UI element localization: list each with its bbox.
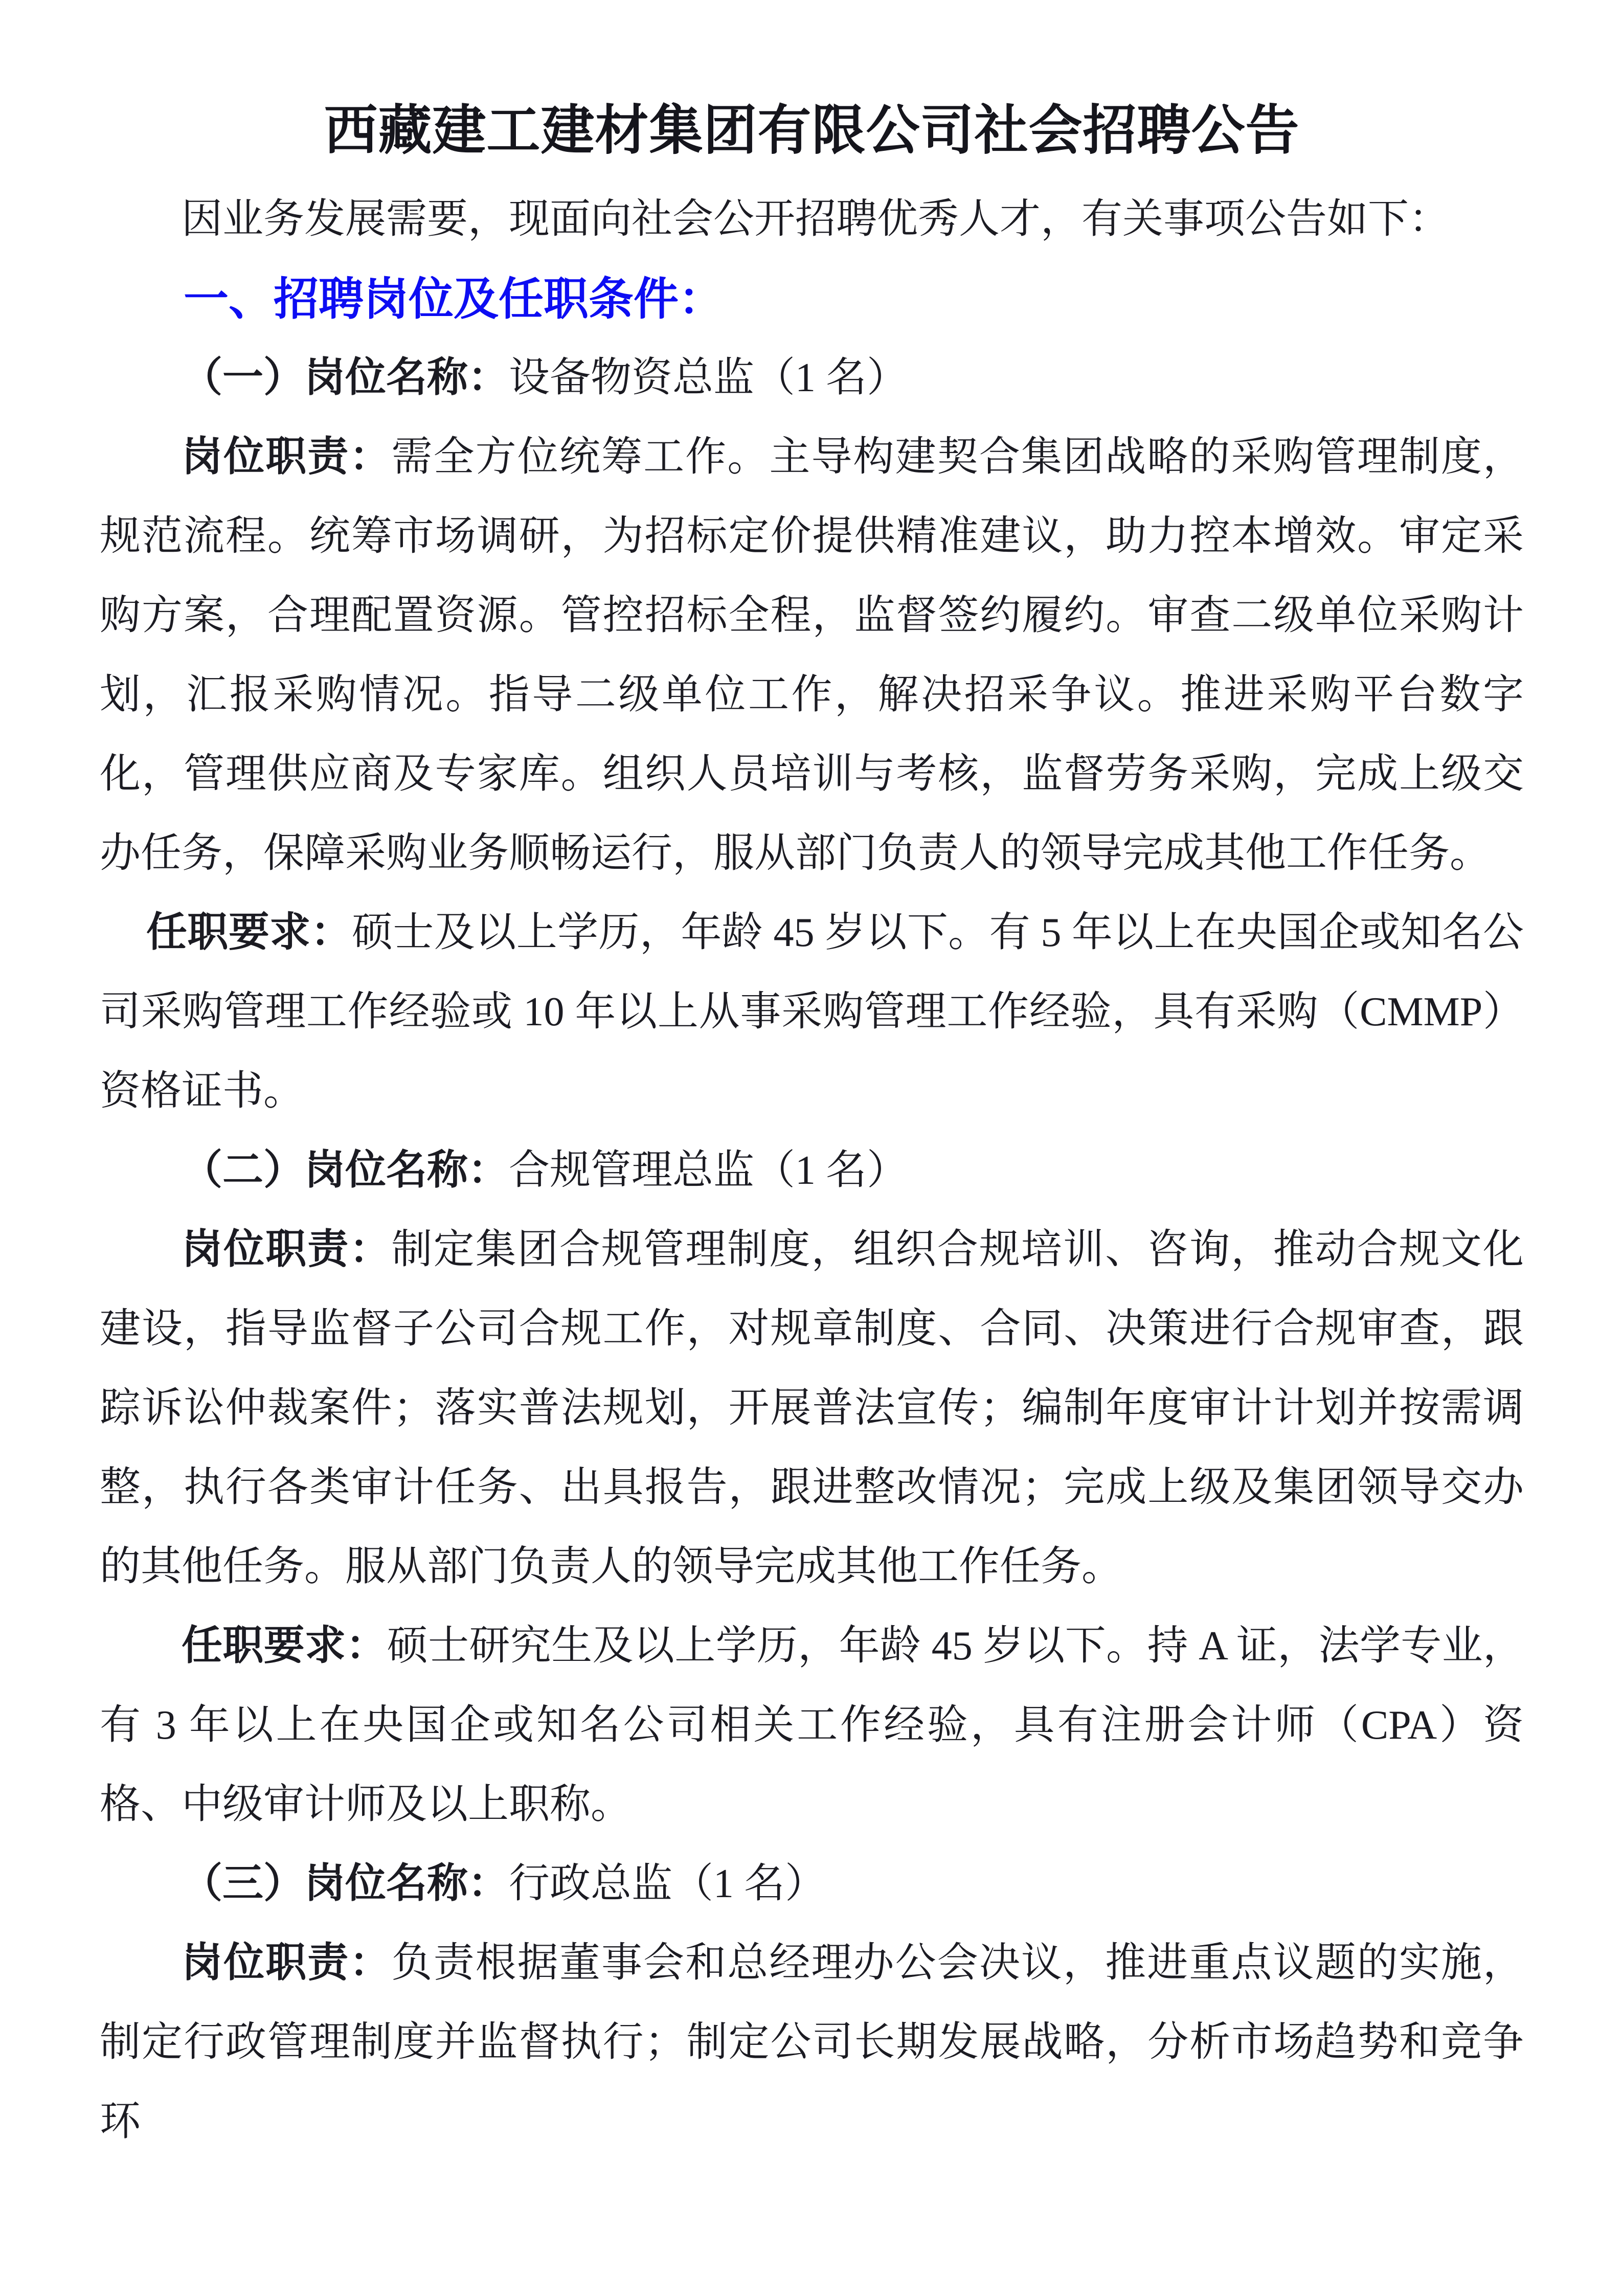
- position-2-name-line: [100, 1131, 1524, 1210]
- section-heading-recruitment-conditions: 一、招聘岗位及任职条件：: [184, 274, 724, 324]
- position-1-requirements-label: 任职要求：: [146, 910, 352, 955]
- position-2-duties-text: 制定集团合规管理制度，组织合规培训、咨询，推动合规文化建设，指导监督子公司合规工作，对规章制度、合同、决策进行合规审查，跟踪诉讼仲裁案件；落实普法规划，开展普法宣传；编制年度审计计划并按需调整，执行各类审计任务、出具报告，跟进整改情况；完成上级及集团领导交办的其他任务。服从部门负责人的领导完成其他工作任务。: [100, 1227, 1524, 1589]
- position-3-duties-label: 岗位职责：: [182, 1941, 392, 1986]
- position-1-name-value: 设备物资总监（1 名）: [509, 355, 908, 400]
- intro-paragraph: 因业务发展需要，现面向社会公开招聘优秀人才，有关事项公告如下：: [182, 197, 1450, 242]
- position-2-duties-paragraph: [100, 1210, 1524, 1607]
- position-1-duties-text: 需全方位统筹工作。主导构建契合集团战略的采购管理制度，规范流程。统筹市场调研，为招标定价提供精准建议，助力控本增效。审定采购方案，合理配置资源。管控招标全程，监督签约履约。审查二级单位采购计划，汇报采购情况。指导二级单位工作，解决招采争议。推进采购平台数字化，管理供应商及专家库。组织人员培训与考核，监督劳务采购，完成上级交办任务，保障采购业务顺畅运行，服从部门负责人的领导完成其他工作任务。: [100, 435, 1524, 876]
- page-title: 西藏建工建材集团有限公司社会招聘公告: [324, 101, 1300, 161]
- position-3-name-value: 行政总监（1 名）: [509, 1861, 826, 1906]
- position-3-duties-paragraph: [100, 1924, 1524, 2162]
- position-1-duties-paragraph: [100, 418, 1524, 893]
- position-1-duties-label: 岗位职责：: [182, 435, 392, 480]
- position-1-name-line: [100, 339, 1524, 418]
- position-2-requirements-text: 硕士研究生及以上学历，年龄 45 岁以下。持 A 证，法学专业，有 3 年以上在央国企或知名公司相关工作经验，具有注册会计师（CPA）资格、中级审计师及以上职称。: [100, 1624, 1524, 1827]
- position-2-duties-label: 岗位职责：: [182, 1227, 392, 1272]
- position-1-requirements-paragraph: [100, 893, 1524, 1131]
- position-2-requirements-paragraph: [100, 1607, 1524, 1844]
- position-3-name-label: （三）岗位名称：: [182, 1861, 509, 1906]
- position-2-requirements-label: 任职要求：: [182, 1624, 387, 1669]
- position-1-requirements-text: 硕士及以上学历，年龄 45 岁以下。有 5 年以上在央国企或知名公司采购管理工作经验或 10 年以上从事采购管理工作经验，具有采购（CMMP）资格证书。: [100, 910, 1524, 1114]
- position-3-name-line: [100, 1844, 1524, 1924]
- position-1-name-label: （一）岗位名称：: [182, 355, 509, 400]
- position-2-name-label: （二）岗位名称：: [182, 1148, 509, 1193]
- position-3-duties-text: 负责根据董事会和总经理办公会决议，推进重点议题的实施，制定行政管理制度并监督执行；制定公司长期发展战略，分析市场趋势和竞争环: [100, 1941, 1524, 2144]
- position-2-name-value: 合规管理总监（1 名）: [509, 1148, 908, 1193]
